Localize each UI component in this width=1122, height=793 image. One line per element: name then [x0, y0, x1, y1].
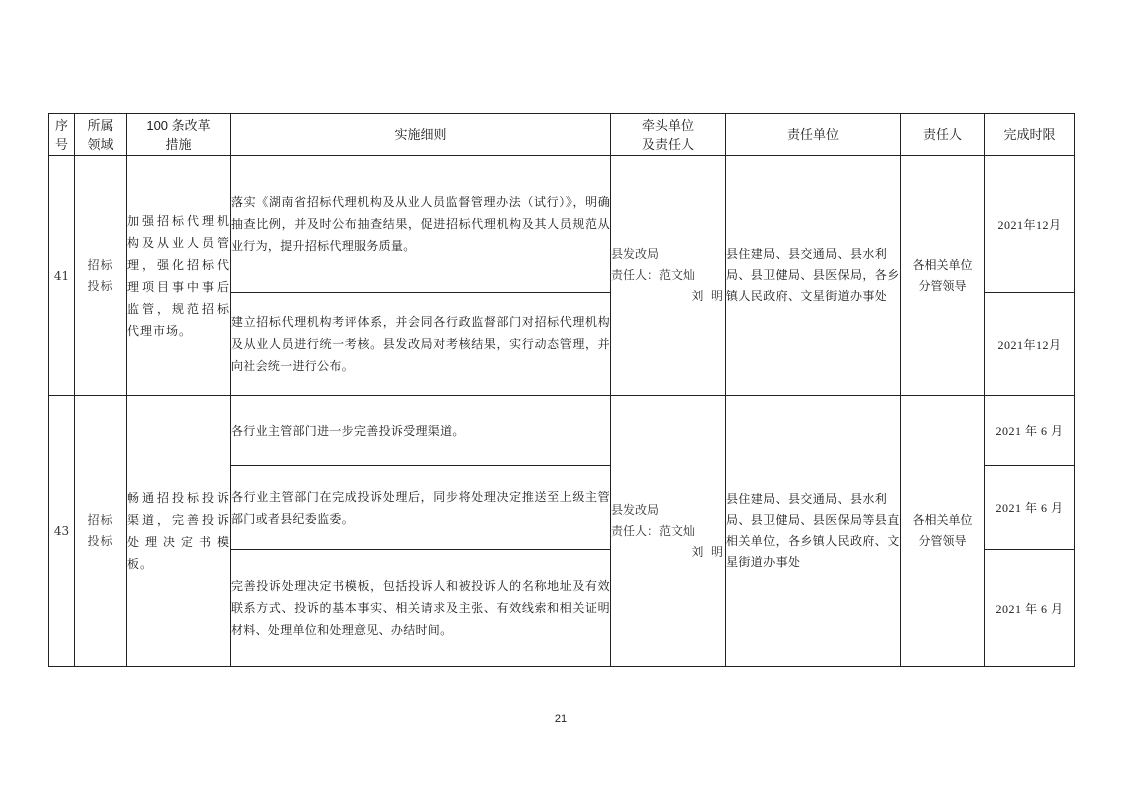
detail-cell: 各行业主管部门进一步完善投诉受理渠道。 [231, 396, 611, 466]
detail-cell: 完善投诉处理决定书模板，包括投诉人和被投诉人的名称地址及有效联系方式、投诉的基本事实、相关请求及主张、有效线索和相关证明材料、处理单位和处理意见、办结时间。 [231, 550, 611, 667]
lead-person: 责任人：范文灿 [611, 268, 696, 282]
deadline-cell: 2021 年 6 月 [985, 466, 1075, 550]
header-lead-text: 牵头单位 及责任人 [641, 117, 694, 152]
detail-cell: 落实《湖南省招标代理机构及从业人员监督管理办法（试行）》，明确抽查比例，并及时公布抽查结果，促进招标代理机构及其人员规范从业行为，提升招标代理服务质量。 [231, 156, 611, 293]
person-text: 各相关单位 分管领导 [912, 513, 973, 548]
page-number: 21 [554, 713, 568, 725]
header-measure-text: 100 条改革 措施 [146, 117, 211, 152]
lead-person-2: 刘 明 [691, 544, 723, 559]
seq-cell: 41 [49, 156, 75, 396]
table-row [49, 396, 1075, 466]
header-seq-text: 序 号 [54, 117, 68, 152]
header-resp-unit-text: 责任单位 [786, 127, 839, 142]
header-resp-unit [726, 114, 901, 156]
deadline-cell: 2021 年 6 月 [985, 550, 1075, 667]
lead-cell [611, 396, 726, 667]
header-deadline [985, 114, 1075, 156]
lead-unit: 县发改局 [611, 247, 660, 261]
header-detail-text: 实施细则 [394, 127, 447, 142]
lead-cell [611, 156, 726, 396]
area-cell [75, 156, 127, 396]
deadline-cell: 2021年12月 [985, 156, 1075, 293]
detail-cell: 建立招标代理机构考评体系，并会同各行政监督部门对招标代理机构及从业人员进行统一考核。县发改局对考核结果，实行动态管理，并向社会统一进行公布。 [231, 293, 611, 396]
person-cell [901, 396, 985, 667]
resp-unit-cell: 县住建局、县交通局、县水利局、县卫健局、县医保局，各乡镇人民政府、文星街道办事处 [726, 156, 901, 396]
detail-cell: 各行业主管部门在完成投诉处理后，同步将处理决定推送至上级主管部门或者县纪委监委。 [231, 466, 611, 550]
header-area [75, 114, 127, 156]
table-header-row [49, 114, 1075, 156]
area-text: 招标 投标 [87, 257, 114, 293]
table-row [49, 156, 1075, 293]
deadline-cell: 2021 年 6 月 [985, 396, 1075, 466]
seq-cell: 43 [49, 396, 75, 667]
area-cell [75, 396, 127, 667]
header-seq [49, 114, 75, 156]
header-deadline-text: 完成时限 [1003, 127, 1056, 142]
deadline-cell: 2021年12月 [985, 293, 1075, 396]
measure-cell: 加强招标代理机构及从业人员管理，强化招标代理项目事中事后监管，规范招标代理市场。 [127, 156, 231, 396]
lead-unit: 县发改局 [611, 502, 660, 517]
reform-measures-table [48, 113, 1075, 667]
area-text: 招标 投标 [87, 513, 114, 548]
header-detail [231, 114, 611, 156]
person-cell [901, 156, 985, 396]
resp-unit-cell: 县住建局、县交通局、县水利局、县卫健局、县医保局等县直相关单位，各乡镇人民政府、文星街道办事处 [726, 396, 901, 667]
header-person [901, 114, 985, 156]
header-person-text: 责任人 [922, 127, 962, 142]
header-area-text: 所属 领域 [87, 117, 114, 152]
header-lead [611, 114, 726, 156]
lead-person-2: 刘 明 [691, 289, 723, 303]
measure-cell: 畅通招投标投诉渠道，完善投诉处理决定书模板。 [127, 396, 231, 667]
header-measure [127, 114, 231, 156]
person-text: 各相关单位 分管领导 [912, 257, 973, 293]
lead-person: 责任人：范文灿 [611, 523, 696, 538]
